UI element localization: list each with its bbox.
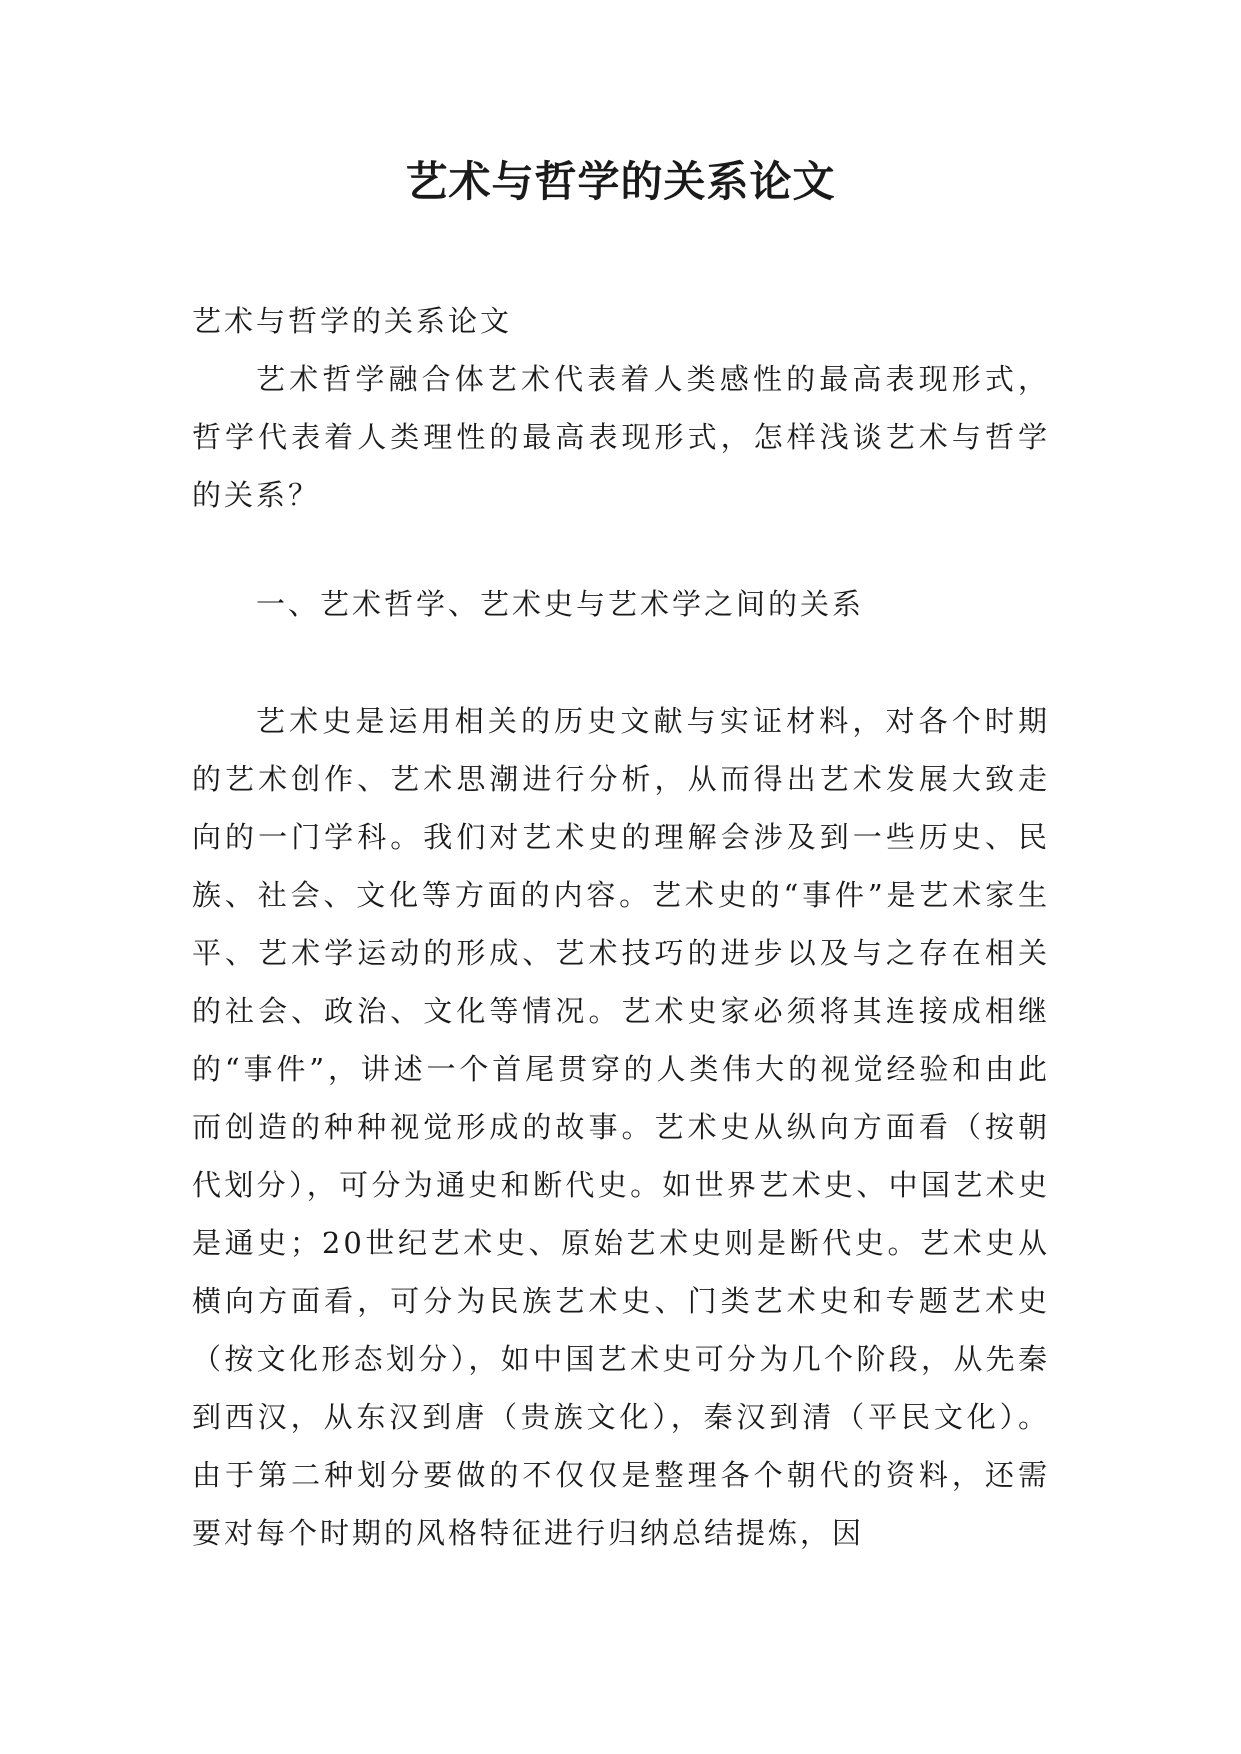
section-heading: 一、艺术哲学、艺术史与艺术学之间的关系: [256, 587, 865, 621]
subtitle-line: 艺术与哲学的关系论文: [192, 304, 513, 338]
body-paragraph: 艺术史是运用相关的历史文献与实证材料，对各个时期的艺术创作、艺术思潮进行分析，从而得出艺术发展大致走向的一门学科。我们对艺术史的理解会涉及到一些历史、民族、社会、文化等方面的内容。艺术史的“事件”是艺术家生平、艺术学运动的形成、艺术技巧的进步以及与之存在相关的社会、政治、文化等情况。艺术史家必须将其连接成相继的“事件”，讲述一个首尾贯穿的人类伟大的视觉经验和由此而创造的种种视觉形成的故事。艺术史从纵向方面看（按朝代划分），可分为通史和断代史。如世界艺术史、中国艺术史是通史；20世纪艺术史、原始艺术史则是断代史。艺术史从横向方面看，可分为民族艺术史、门类艺术史和专题艺术史（按文化形态划分），如中国艺术史可分为几个阶段，从先秦到西汉，从东汉到唐（贵族文化），秦汉到清（平民文化）。由于第二种划分要做的不仅仅是整理各个朝代的资料，还需要对每个时期的风格特征进行归纳总结提炼，因: [192, 704, 1050, 1550]
intro-paragraph: 艺术哲学融合体艺术代表着人类感性的最高表现形式，哲学代表着人类理性的最高表现形式，怎样浅谈艺术与哲学的关系？: [192, 362, 1050, 512]
document-title: 艺术与哲学的关系论文: [405, 157, 836, 206]
